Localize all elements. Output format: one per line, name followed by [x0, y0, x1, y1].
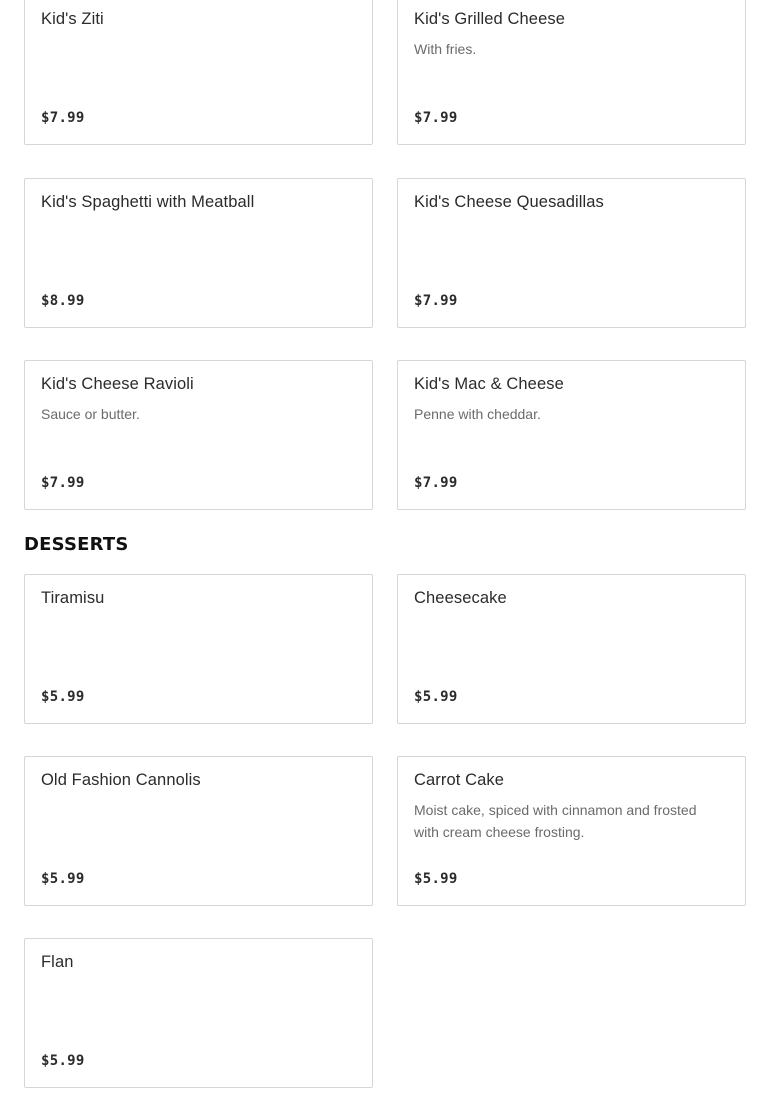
menu-item-card[interactable]: [397, 756, 746, 906]
menu-item-name: Kid's Mac & Cheese: [414, 375, 564, 393]
menu-item-name: Kid's Grilled Cheese: [414, 10, 565, 28]
menu-item-price: $5.99: [41, 1053, 85, 1069]
menu-item-name: Kid's Spaghetti with Meatball: [41, 193, 255, 211]
menu-item-name: Cheesecake: [414, 589, 507, 607]
menu-item-price: $5.99: [41, 871, 85, 887]
menu-item-card[interactable]: [397, 0, 746, 145]
menu-item-card[interactable]: [397, 178, 746, 328]
menu-item-price: $7.99: [414, 110, 458, 126]
menu-item-card[interactable]: [24, 938, 373, 1088]
menu-item-description: Moist cake, spiced with cinnamon and frosted with cream cheese frosting.: [414, 802, 697, 840]
menu-item-price: $8.99: [41, 293, 85, 309]
menu-item-card[interactable]: [24, 360, 373, 510]
menu-item-price: $5.99: [414, 689, 458, 705]
menu-item-price: $5.99: [414, 871, 458, 887]
menu-item-description: Sauce or butter.: [41, 406, 140, 422]
menu-item-card[interactable]: [24, 756, 373, 906]
menu-item-card[interactable]: [24, 574, 373, 724]
menu-item-card[interactable]: [397, 360, 746, 510]
menu-item-name: Kid's Cheese Quesadillas: [414, 193, 604, 211]
menu-item-description: Penne with cheddar.: [414, 406, 541, 422]
menu-item-price: $7.99: [41, 475, 85, 491]
menu-item-price: $7.99: [414, 475, 458, 491]
menu-item-name: Kid's Cheese Ravioli: [41, 375, 194, 393]
menu-item-name: Old Fashion Cannolis: [41, 771, 201, 789]
menu-item-name: Carrot Cake: [414, 771, 505, 789]
menu-item-card[interactable]: [24, 0, 373, 145]
menu-item-price: $7.99: [414, 293, 458, 309]
menu-item-description: With fries.: [414, 41, 477, 57]
menu-item-card[interactable]: [24, 178, 373, 328]
menu-item-card[interactable]: [397, 574, 746, 724]
menu-item-price: $5.99: [41, 689, 85, 705]
menu-item-name: Kid's Ziti: [41, 10, 104, 28]
menu-item-name: Flan: [41, 953, 74, 971]
menu-item-price: $7.99: [41, 110, 85, 126]
section-heading-desserts: DESSERTS: [24, 534, 129, 555]
menu-item-name: Tiramisu: [41, 589, 105, 607]
